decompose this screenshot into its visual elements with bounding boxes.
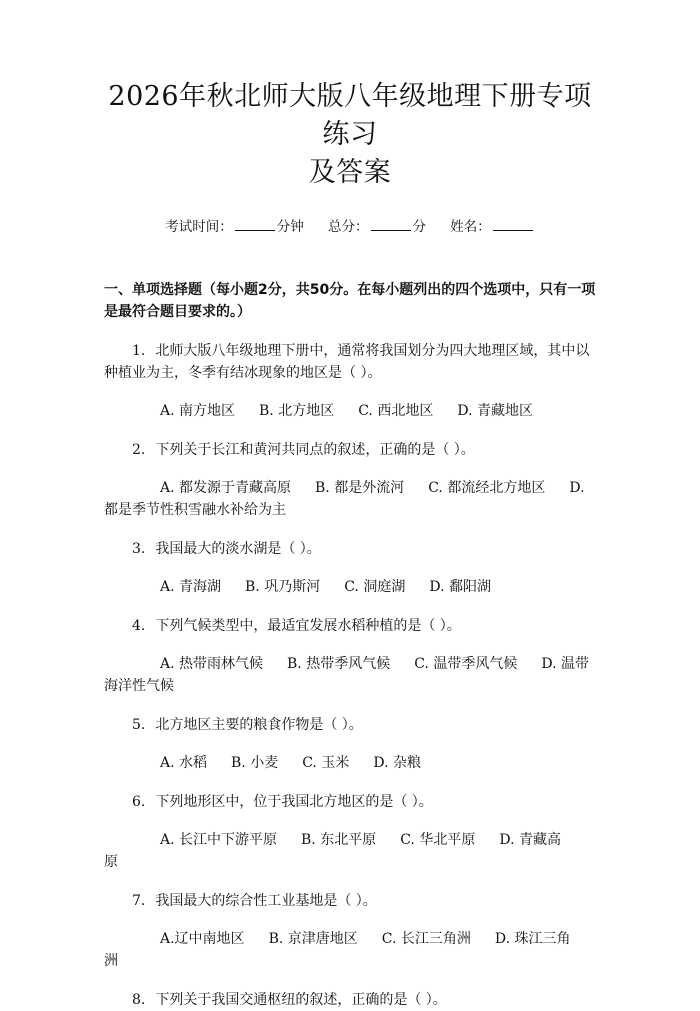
time-blank: [235, 216, 275, 231]
question-number: 8.: [132, 992, 146, 1008]
option-a: A.辽中南地区: [160, 931, 245, 947]
question-number: 7.: [132, 893, 146, 909]
question-6-options: [104, 829, 596, 873]
option-d: D. 珠江三角洲: [104, 931, 571, 969]
question-text: 下列地形区中，位于我国北方地区的是（ ）。: [155, 794, 433, 810]
title-line-2: 及答案: [308, 157, 392, 188]
exam-name: 姓名：: [450, 219, 535, 235]
question-5-options: [104, 752, 596, 774]
option-d: D. 青藏高原: [104, 832, 561, 870]
title-line-1: 2026年秋北师大版八年级地理下册专项练习: [108, 81, 592, 150]
option-d: D. 青藏地区: [457, 403, 533, 419]
score-blank: [371, 216, 411, 231]
question-7-options: [104, 928, 596, 972]
option-c: C. 华北平原: [400, 832, 476, 848]
option-c: C. 西北地区: [358, 403, 434, 419]
section-heading: 一、单项选择题（每小题2分，共50分。在每小题列出的四个选项中，只有一项是最符合题目要求的。）: [104, 282, 596, 320]
document-title: [104, 78, 596, 192]
option-a: A. 水稻: [160, 755, 208, 771]
option-d: D. 鄱阳湖: [429, 579, 491, 595]
question-text: 我国最大的综合性工业基地是（ ）。: [155, 893, 377, 909]
question-3: [104, 538, 596, 560]
question-8: [104, 989, 596, 1011]
question-number: 5.: [132, 717, 146, 733]
question-5: [104, 714, 596, 736]
option-c: C. 都流经北方地区: [428, 480, 546, 496]
option-c: C. 洞庭湖: [344, 579, 406, 595]
question-text: 下列气候类型中，最适宜发展水稻种植的是（ ）。: [155, 618, 461, 634]
option-d: D. 温带海洋性气候: [104, 656, 589, 694]
question-text: 下列关于长江和黄河共同点的叙述，正确的是（ ）。: [155, 442, 475, 458]
option-b: B. 热带季风气候: [287, 656, 391, 672]
option-b: B. 小麦: [231, 755, 279, 771]
question-2: [104, 439, 596, 461]
option-b: B. 京津唐地区: [268, 931, 358, 947]
option-b: B. 都是外流河: [315, 480, 405, 496]
question-text: 北方地区主要的粮食作物是（ ）。: [155, 717, 363, 733]
question-text: 我国最大的淡水湖是（ ）。: [155, 541, 321, 557]
question-number: 3.: [132, 541, 146, 557]
question-text: 下列关于我国交通枢纽的叙述，正确的是（ ）。: [155, 992, 447, 1008]
option-b: B. 东北平原: [301, 832, 377, 848]
option-c: C. 长江三角洲: [381, 931, 471, 947]
exam-info: [104, 216, 596, 237]
question-text: 北师大版八年级地理下册中，通常将我国划分为四大地理区域，其中以种植业为主，冬季有结冰现象的地区是（ ）。: [104, 343, 590, 381]
option-a: A. 青海湖: [160, 579, 222, 595]
name-blank: [493, 216, 533, 231]
question-6: [104, 791, 596, 813]
option-b: B. 巩乃斯河: [245, 579, 321, 595]
question-2-options: [104, 477, 596, 521]
question-number: 2.: [132, 442, 146, 458]
question-number: 4.: [132, 618, 146, 634]
option-c: C. 玉米: [302, 755, 350, 771]
option-a: A. 南方地区: [160, 403, 236, 419]
question-7: [104, 890, 596, 912]
question-list: [104, 340, 596, 1011]
option-d: D. 都是季节性积雪融水补给为主: [104, 480, 585, 518]
question-3-options: [104, 576, 596, 598]
exam-score: 总分： 分: [328, 219, 426, 235]
question-4: [104, 615, 596, 637]
option-a: A. 都发源于青藏高原: [160, 480, 292, 496]
option-a: A. 长江中下游平原: [160, 832, 278, 848]
option-a: A. 热带雨林气候: [160, 656, 264, 672]
question-number: 6.: [132, 794, 146, 810]
option-c: C. 温带季风气候: [414, 656, 518, 672]
option-d: D. 杂粮: [373, 755, 421, 771]
question-4-options: [104, 653, 596, 697]
question-number: 1.: [132, 343, 146, 359]
option-b: B. 北方地区: [259, 403, 335, 419]
exam-time: 考试时间： 分钟: [165, 219, 304, 235]
question-1-options: [104, 400, 596, 422]
question-1: [104, 340, 596, 384]
